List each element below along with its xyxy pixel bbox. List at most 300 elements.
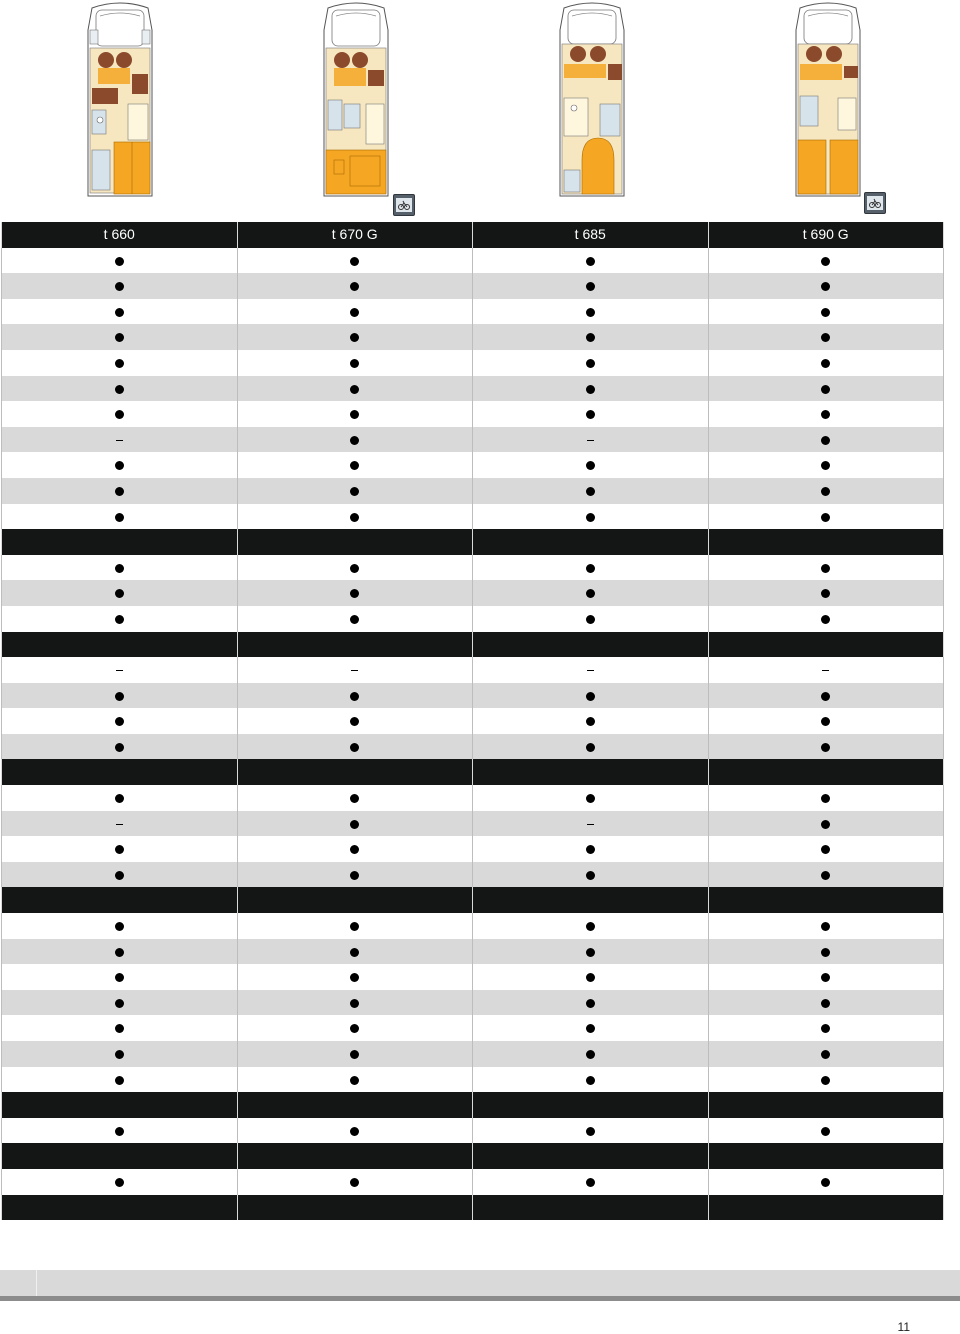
table-cell [2, 580, 238, 606]
included-dot-icon [115, 282, 124, 291]
included-dot-icon [115, 308, 124, 317]
table-cell [708, 555, 944, 581]
table-cell [473, 376, 709, 402]
table-cell [237, 887, 473, 913]
table-cell [473, 657, 709, 683]
included-dot-icon [115, 1024, 124, 1033]
included-dot-icon [350, 436, 359, 445]
table-row [2, 452, 944, 478]
included-dot-icon [821, 564, 830, 573]
table-cell [237, 862, 473, 888]
included-dot-icon [586, 615, 595, 624]
table-cell [708, 836, 944, 862]
table-cell [708, 708, 944, 734]
table-cell [473, 478, 709, 504]
floorplan-t685 [552, 0, 632, 200]
included-dot-icon [115, 333, 124, 342]
included-dot-icon [586, 1127, 595, 1136]
included-dot-icon [821, 871, 830, 880]
table-cell [237, 1169, 473, 1195]
table-cell [2, 248, 238, 274]
table-cell [708, 606, 944, 632]
table-row [2, 580, 944, 606]
table-cell [2, 555, 238, 581]
table-cell [708, 1118, 944, 1144]
included-dot-icon [115, 461, 124, 470]
table-row [2, 836, 944, 862]
table-cell [2, 529, 238, 555]
included-dot-icon [586, 589, 595, 598]
table-cell [708, 990, 944, 1016]
table-cell [708, 1092, 944, 1118]
included-dot-icon [821, 794, 830, 803]
table-cell [2, 1041, 238, 1067]
table-cell [708, 913, 944, 939]
bicycle-garage-icon [865, 193, 885, 213]
column-header: t 685 [473, 222, 709, 248]
table-cell [2, 632, 238, 658]
table-cell [237, 324, 473, 350]
table-cell [2, 376, 238, 402]
table-cell [473, 836, 709, 862]
included-dot-icon [115, 1076, 124, 1085]
table-cell [237, 299, 473, 325]
included-dot-icon [350, 257, 359, 266]
included-dot-icon [350, 410, 359, 419]
table-cell [473, 887, 709, 913]
table-cell [473, 529, 709, 555]
table-row [2, 964, 944, 990]
table-cell [708, 862, 944, 888]
column-header: t 690 G [708, 222, 944, 248]
table-cell [708, 350, 944, 376]
table-cell [237, 1092, 473, 1118]
table-cell [708, 1041, 944, 1067]
table-cell [473, 1092, 709, 1118]
included-dot-icon [821, 257, 830, 266]
table-cell [708, 1143, 944, 1169]
table-row [2, 376, 944, 402]
table-cell [708, 248, 944, 274]
table-row [2, 273, 944, 299]
not-available-dash-icon [587, 440, 594, 441]
table-cell [708, 401, 944, 427]
included-dot-icon [115, 359, 124, 368]
included-dot-icon [350, 513, 359, 522]
table-row [2, 785, 944, 811]
table-cell [473, 1118, 709, 1144]
table-cell [708, 273, 944, 299]
table-row [2, 811, 944, 837]
table-row [2, 478, 944, 504]
table-cell [473, 939, 709, 965]
included-dot-icon [821, 410, 830, 419]
included-dot-icon [350, 794, 359, 803]
not-available-dash-icon [351, 670, 358, 671]
table-cell [708, 734, 944, 760]
table-row [2, 990, 944, 1016]
table-cell [2, 1118, 238, 1144]
table-cell [237, 657, 473, 683]
included-dot-icon [821, 487, 830, 496]
included-dot-icon [115, 973, 124, 982]
table-cell [708, 939, 944, 965]
included-dot-icon [586, 948, 595, 957]
included-dot-icon [821, 1050, 830, 1059]
included-dot-icon [350, 973, 359, 982]
included-dot-icon [350, 820, 359, 829]
table-row [2, 734, 944, 760]
included-dot-icon [586, 308, 595, 317]
section-divider-row [2, 529, 944, 555]
bicycle-garage-icon [394, 195, 414, 215]
table-cell [237, 606, 473, 632]
included-dot-icon [821, 820, 830, 829]
included-dot-icon [350, 717, 359, 726]
included-dot-icon [821, 845, 830, 854]
included-dot-icon [115, 615, 124, 624]
table-cell [2, 324, 238, 350]
table-cell [2, 683, 238, 709]
table-cell [237, 811, 473, 837]
included-dot-icon [350, 922, 359, 931]
included-dot-icon [821, 436, 830, 445]
included-dot-icon [350, 589, 359, 598]
table-cell [2, 811, 238, 837]
table-cell [2, 504, 238, 530]
included-dot-icon [586, 461, 595, 470]
table-cell [473, 1195, 709, 1221]
table-cell [708, 452, 944, 478]
table-cell [708, 632, 944, 658]
not-available-dash-icon [822, 670, 829, 671]
included-dot-icon [821, 948, 830, 957]
included-dot-icon [586, 692, 595, 701]
table-cell [2, 350, 238, 376]
included-dot-icon [115, 948, 124, 957]
table-cell [473, 350, 709, 376]
table-cell [473, 734, 709, 760]
bicycle-garage-badge-t670g [393, 194, 415, 216]
table-row [2, 683, 944, 709]
included-dot-icon [350, 999, 359, 1008]
table-cell [708, 1067, 944, 1093]
table-cell [708, 785, 944, 811]
table-cell [237, 529, 473, 555]
table-cell [2, 1195, 238, 1221]
table-cell [708, 811, 944, 837]
equipment-table [1, 222, 944, 1220]
table-cell [2, 1067, 238, 1093]
included-dot-icon [586, 1076, 595, 1085]
table-cell [473, 1067, 709, 1093]
table-cell [473, 427, 709, 453]
included-dot-icon [821, 589, 830, 598]
table-cell [237, 1015, 473, 1041]
footer-line [0, 1296, 960, 1301]
section-divider-row [2, 1143, 944, 1169]
table-cell [237, 683, 473, 709]
footer-bar [0, 1270, 960, 1296]
table-cell [237, 1041, 473, 1067]
included-dot-icon [350, 1127, 359, 1136]
table-cell [237, 452, 473, 478]
table-cell [473, 248, 709, 274]
included-dot-icon [586, 1024, 595, 1033]
included-dot-icon [115, 871, 124, 880]
floorplan-icon [552, 0, 632, 200]
included-dot-icon [350, 1076, 359, 1085]
table-row [2, 939, 944, 965]
table-cell [2, 1015, 238, 1041]
table-cell [237, 734, 473, 760]
section-divider-row [2, 759, 944, 785]
included-dot-icon [586, 410, 595, 419]
included-dot-icon [115, 410, 124, 419]
included-dot-icon [115, 1178, 124, 1187]
table-row [2, 708, 944, 734]
table-row [2, 1169, 944, 1195]
table-cell [237, 580, 473, 606]
included-dot-icon [586, 1050, 595, 1059]
included-dot-icon [350, 385, 359, 394]
table-row [2, 555, 944, 581]
table-row [2, 862, 944, 888]
table-cell [237, 913, 473, 939]
table-cell [2, 887, 238, 913]
included-dot-icon [115, 743, 124, 752]
included-dot-icon [115, 589, 124, 598]
included-dot-icon [821, 308, 830, 317]
table-row [2, 248, 944, 274]
included-dot-icon [350, 948, 359, 957]
table-cell [2, 862, 238, 888]
included-dot-icon [350, 333, 359, 342]
table-cell [473, 324, 709, 350]
table-cell [708, 683, 944, 709]
included-dot-icon [115, 1127, 124, 1136]
included-dot-icon [350, 1024, 359, 1033]
table-row [2, 606, 944, 632]
table-cell [473, 606, 709, 632]
table-cell [708, 887, 944, 913]
included-dot-icon [586, 513, 595, 522]
included-dot-icon [586, 922, 595, 931]
table-cell [2, 759, 238, 785]
table-cell [2, 427, 238, 453]
included-dot-icon [821, 922, 830, 931]
table-cell [473, 759, 709, 785]
included-dot-icon [350, 743, 359, 752]
included-dot-icon [821, 1127, 830, 1136]
table-cell [473, 990, 709, 1016]
table-cell [237, 350, 473, 376]
floorplan-icon [788, 0, 868, 200]
table-cell [708, 759, 944, 785]
included-dot-icon [586, 973, 595, 982]
section-divider-row [2, 632, 944, 658]
included-dot-icon [350, 1178, 359, 1187]
table-cell [237, 555, 473, 581]
table-cell [237, 836, 473, 862]
table-row [2, 1118, 944, 1144]
included-dot-icon [115, 692, 124, 701]
table-cell [237, 1118, 473, 1144]
table-cell [237, 478, 473, 504]
table-cell [473, 1169, 709, 1195]
included-dot-icon [350, 1050, 359, 1059]
included-dot-icon [586, 282, 595, 291]
table-cell [237, 785, 473, 811]
table-cell [708, 580, 944, 606]
section-divider-row [2, 887, 944, 913]
table-cell [2, 273, 238, 299]
included-dot-icon [586, 717, 595, 726]
floorplan-t690g [788, 0, 868, 200]
included-dot-icon [586, 564, 595, 573]
table-cell [708, 376, 944, 402]
table-cell [473, 708, 709, 734]
table-cell [708, 504, 944, 530]
table-cell [237, 504, 473, 530]
included-dot-icon [115, 845, 124, 854]
table-cell [237, 273, 473, 299]
included-dot-icon [586, 257, 595, 266]
included-dot-icon [821, 333, 830, 342]
included-dot-icon [821, 973, 830, 982]
table-cell [2, 734, 238, 760]
table-cell [473, 580, 709, 606]
table-cell [473, 683, 709, 709]
included-dot-icon [586, 794, 595, 803]
table-cell [473, 913, 709, 939]
table-cell [473, 1041, 709, 1067]
table-cell [708, 1169, 944, 1195]
table-cell [473, 1015, 709, 1041]
table-cell [473, 862, 709, 888]
section-divider-row [2, 1092, 944, 1118]
table-cell [2, 606, 238, 632]
included-dot-icon [821, 1024, 830, 1033]
footer-divider [36, 1270, 37, 1296]
table-row [2, 299, 944, 325]
not-available-dash-icon [587, 670, 594, 671]
floorplan-icon [316, 0, 396, 200]
included-dot-icon [586, 743, 595, 752]
table-row [2, 1041, 944, 1067]
table-cell [2, 1143, 238, 1169]
included-dot-icon [821, 513, 830, 522]
included-dot-icon [115, 257, 124, 266]
table-cell [237, 248, 473, 274]
table-cell [473, 964, 709, 990]
table-cell [2, 785, 238, 811]
included-dot-icon [821, 743, 830, 752]
table-cell [2, 836, 238, 862]
included-dot-icon [821, 282, 830, 291]
included-dot-icon [821, 692, 830, 701]
included-dot-icon [821, 717, 830, 726]
column-header: t 670 G [237, 222, 473, 248]
table-cell [237, 1195, 473, 1221]
included-dot-icon [586, 487, 595, 496]
table-cell [2, 401, 238, 427]
included-dot-icon [821, 359, 830, 368]
table-row [2, 427, 944, 453]
not-available-dash-icon [587, 824, 594, 825]
table-cell [2, 478, 238, 504]
table-cell [2, 657, 238, 683]
table-cell [2, 452, 238, 478]
table-row [2, 324, 944, 350]
included-dot-icon [115, 999, 124, 1008]
table-body [2, 248, 944, 1221]
included-dot-icon [350, 461, 359, 470]
table-cell [2, 939, 238, 965]
included-dot-icon [350, 845, 359, 854]
included-dot-icon [350, 692, 359, 701]
table-cell [2, 1169, 238, 1195]
included-dot-icon [821, 615, 830, 624]
table-cell [237, 1067, 473, 1093]
included-dot-icon [115, 513, 124, 522]
section-divider-row [2, 1195, 944, 1221]
floorplans-strip [0, 0, 960, 222]
included-dot-icon [586, 385, 595, 394]
included-dot-icon [586, 871, 595, 880]
floorplan-icon [80, 0, 160, 200]
table-cell [237, 708, 473, 734]
included-dot-icon [115, 717, 124, 726]
table-cell [473, 785, 709, 811]
table-cell [708, 324, 944, 350]
table-row [2, 1015, 944, 1041]
included-dot-icon [586, 333, 595, 342]
table-cell [237, 1143, 473, 1169]
table-cell [2, 913, 238, 939]
table-cell [708, 1015, 944, 1041]
table-cell [237, 939, 473, 965]
table-cell [708, 299, 944, 325]
table-cell [708, 657, 944, 683]
table-cell [708, 427, 944, 453]
included-dot-icon [115, 487, 124, 496]
column-header: t 660 [2, 222, 238, 248]
included-dot-icon [115, 385, 124, 394]
included-dot-icon [586, 359, 595, 368]
table-cell [708, 1195, 944, 1221]
included-dot-icon [586, 1178, 595, 1187]
included-dot-icon [350, 564, 359, 573]
table-cell [473, 504, 709, 530]
table-cell [237, 759, 473, 785]
table-cell [237, 964, 473, 990]
included-dot-icon [350, 359, 359, 368]
table-cell [2, 1092, 238, 1118]
not-available-dash-icon [116, 440, 123, 441]
included-dot-icon [350, 308, 359, 317]
table-row [2, 350, 944, 376]
table-cell [237, 990, 473, 1016]
floorplan-t670g [316, 0, 396, 200]
page-number: 11 [897, 1320, 910, 1334]
table-cell [237, 401, 473, 427]
included-dot-icon [586, 845, 595, 854]
table-cell [708, 529, 944, 555]
table-cell [708, 478, 944, 504]
table-cell [708, 964, 944, 990]
table-cell [237, 376, 473, 402]
